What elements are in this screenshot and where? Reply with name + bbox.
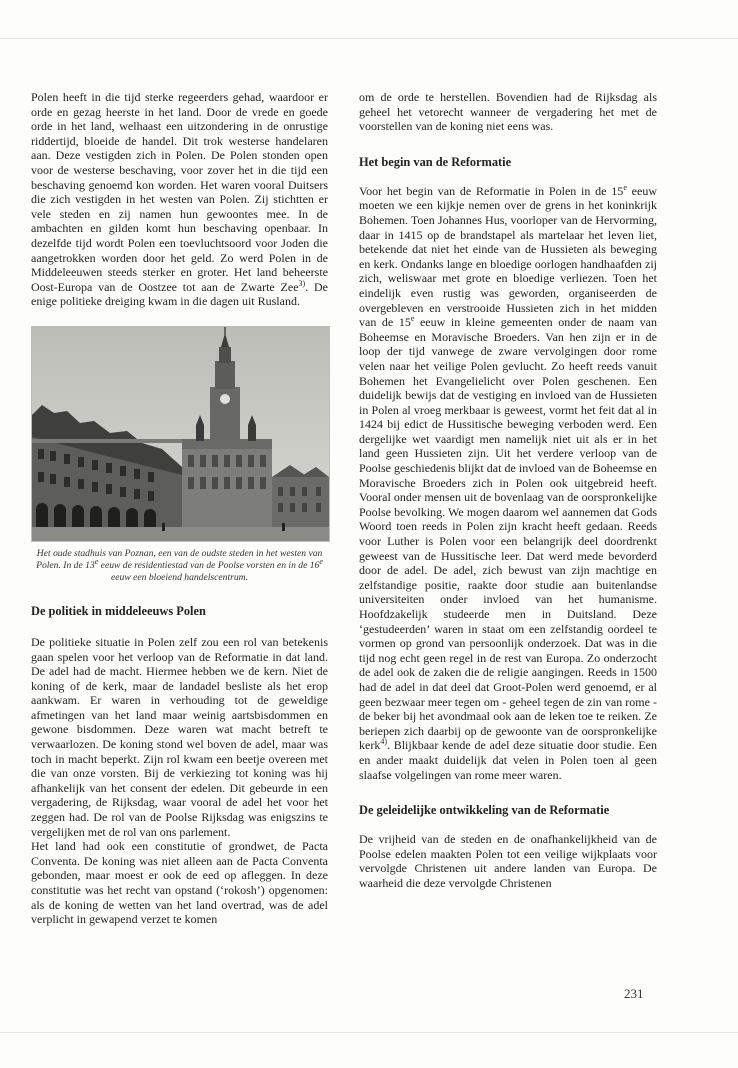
top-rule	[0, 38, 738, 39]
intro-paragraph: Polen heeft in die tijd sterke regeerders gehad, waardoor er orde en gezag heerste in het land. Door de vrede en goede orde in het land, welhaast een uitzondering in de onrustige riddertijd, bloeide de handel. Dit trok westerse handelaren aan. Deze vestigden zich in Polen. De Polen stonden open voor de westerse beschaving, voor zover het in die tijd een beschaving genoemd kon worden. Het waren vooral Duitsers die zich vestigden in het westen van Polen. Zij stichtten er vele steden en zij namen hun gewoontes mee. In de ambachten en gilden komt hun beschaving openbaar. In dezelfde tijd wordt Polen een toevluchtsoord voor Joden die aangetrokken worden door het geld. Zo werd Polen in de Middeleeuwen steeds sterker en groter. Het land beheerste Oost-Europa van de Oostzee tot aan de Zwarte Zee$^{3)}$. De enige politieke dreiging kwam in die dagen uit Rusland.	[31, 90, 328, 309]
heading-ontwikkeling: De geleidelijke ontwikkeling van de Reformatie	[359, 803, 610, 818]
right-column	[359, 90, 657, 891]
town-hall-photo	[31, 326, 330, 542]
bottom-rule	[0, 1032, 738, 1033]
left-column	[31, 90, 328, 927]
heading-politiek: De politiek in middeleeuws Polen	[31, 603, 206, 618]
footnote-ref-4: 4)	[380, 737, 387, 747]
paragraph-reformatie: Voor het begin van de Reformatie in Polen in de 15e eeuw moeten we een kijkje nemen over de grens in het koninkrijk Bohemen. Toen Johannes Hus, voorloper van de Hervorming, daar in 1415 op de brandstapel als martelaar het leven liet, betekende dat niet het einde van de Hussieten als beweging en kerk. Ondanks lange en bloedige oorlogen handhaafden zij zich, weliswaar met grote en bloedige verliezen. Toen het eindelijk even rustig was geworden, organiseerden de overgebleven en verstrooide Hussieten zich in het midden van de 15e eeuw in kleine gemeenten onder de naam van Boheemse en Moravische Broeders. Van hen zijn er in de loop der tijd vanwege de zware vervolgingen door rome velen naar het veilige Polen gevlucht. Zo heeft reeds vanuit Bohemen het Evangelielicht over Polen geschenen. Een duidelijk bewijs dat de vestiging en invloed van de Hussieten in Polen al vroeg merkbaar is geweest, vormt het feit dat al in 1424 bij edict de Hussitische beweging verboden werd. Een dergelijke wet vaardigt men namelijk niet uit als er in het land geen Hussieten zijn. Uit het verdere verloop van de Poolse geschiedenis blijkt dat de invloed van de Boheemse en Moravische Broeders zich in Polen ook uitgebreid heeft. Vooral onder mensen uit de bovenlaag van de oorspronkelijke Poolse bevolking. We mogen daarom wel aannemen dat Gods Woord toen reeds in Polen zijn kracht heeft gedaan. Reeds voor Luther is Polen voor een belangrijk deel doordrenkt geweest van de Hussitische leer. Dat werd mede bevorderd door de adel. De adel, zich bewust van zijn machtige en zelfstandige positie, raakte door studie aan buitenlandse universiteiten onder invloed van het humanisme. Hoofdzakelijk studeerde men in Duitsland. Deze ‘gestudeerden’ waren in staat om een zelfstandig oordeel te vormen op grond van persoonlijk onderzoek. Dat was in die tijd nog echt geen regel in de rest van Europa. Zo onderzocht de adel ook de zaken die de religie aangingen. Reeds in 1500 had de adel in dat deel dat Groot-Polen werd genoemd, er al geen bezwaar meer tegen om - geheel tegen de zin van rome - de beker bij het avondmaal ook aan de leken toe te reiken. Ze beriepen zich daarbij op de gewoonte van de oorspronkelijke kerk$^{4)}$. Blijkbaar kende de adel deze situatie door studie. Een en ander maakt duidelijk dat velen in Polen toen al geen slaafse volgelingen van rome meer waren.	[359, 182, 657, 782]
footnote-ref-3: 3)	[298, 278, 306, 288]
paragraph-vrijheid: De vrijheid van de steden en de onafhankelijkheid van de Poolse edelen maakten Polen tot een veilige wijkplaats voor vervolgde Christenen uit andere landen van Europa. De waarheid die deze vervolgde Christenen	[359, 832, 657, 890]
paragraph-politiek: De politieke situatie in Polen zelf zou een rol van betekenis gaan spelen voor het verloop van de Reformatie in dat land. De adel had de macht. Hiermee hebben we de kern. Niet de koning of de kerk, maar de landadel besliste als het erop aankwam. Er waren in verhouding tot de geweldige afmetingen van het land maar weinig aartsbisdommen en gewone bisdommen. Deze waren wat macht betreft te verwaarlozen. De koning stond wel boven de adel, maar was toch in macht beperkt. Zijn rol kwam een beetje overeen met die van onze vorsten. Bij de verkiezing tot koning was hij afhankelijk van het consent der edelen. Dit gebeurde in een vergadering, de Rijksdag, waar vooral de adel het voor het zeggen had. De rol van de Poolse Rijksdag was enigszins te vergelijken met de rol van ons parlement.	[31, 634, 328, 839]
heading-begin-reformatie: Het begin van de Reformatie	[359, 154, 512, 169]
figure-caption: Het oude stadhuis van Poznan, een van de oudste steden in het westen van Polen. In de 13e eeuw de residentiestad van de Poolse vorsten en in de 16e eeuw een bloeiend handelscentrum.	[36, 547, 323, 583]
page-number: 231	[624, 986, 644, 1001]
continuation-paragraph: om de orde te herstellen. Bovendien had de Rijksdag als geheel het vetorecht wanneer de vergadering het met de voorstellen van de koning niet eens was.	[359, 90, 657, 134]
poznan-town-hall-image	[32, 327, 329, 541]
paragraph-constitutie: Het land had ook een constitutie of grondwet, de Pacta Conventa. De koning was niet alleen aan de Pacta Conventa gebonden, maar moest er ook de eed op afleggen. In deze constitutie was het recht van opstand (‘rokosh’) opgenomen: als de koning de wetten van het land overtrad, was de adel verplicht in gewapend verzet te komen	[31, 839, 328, 927]
